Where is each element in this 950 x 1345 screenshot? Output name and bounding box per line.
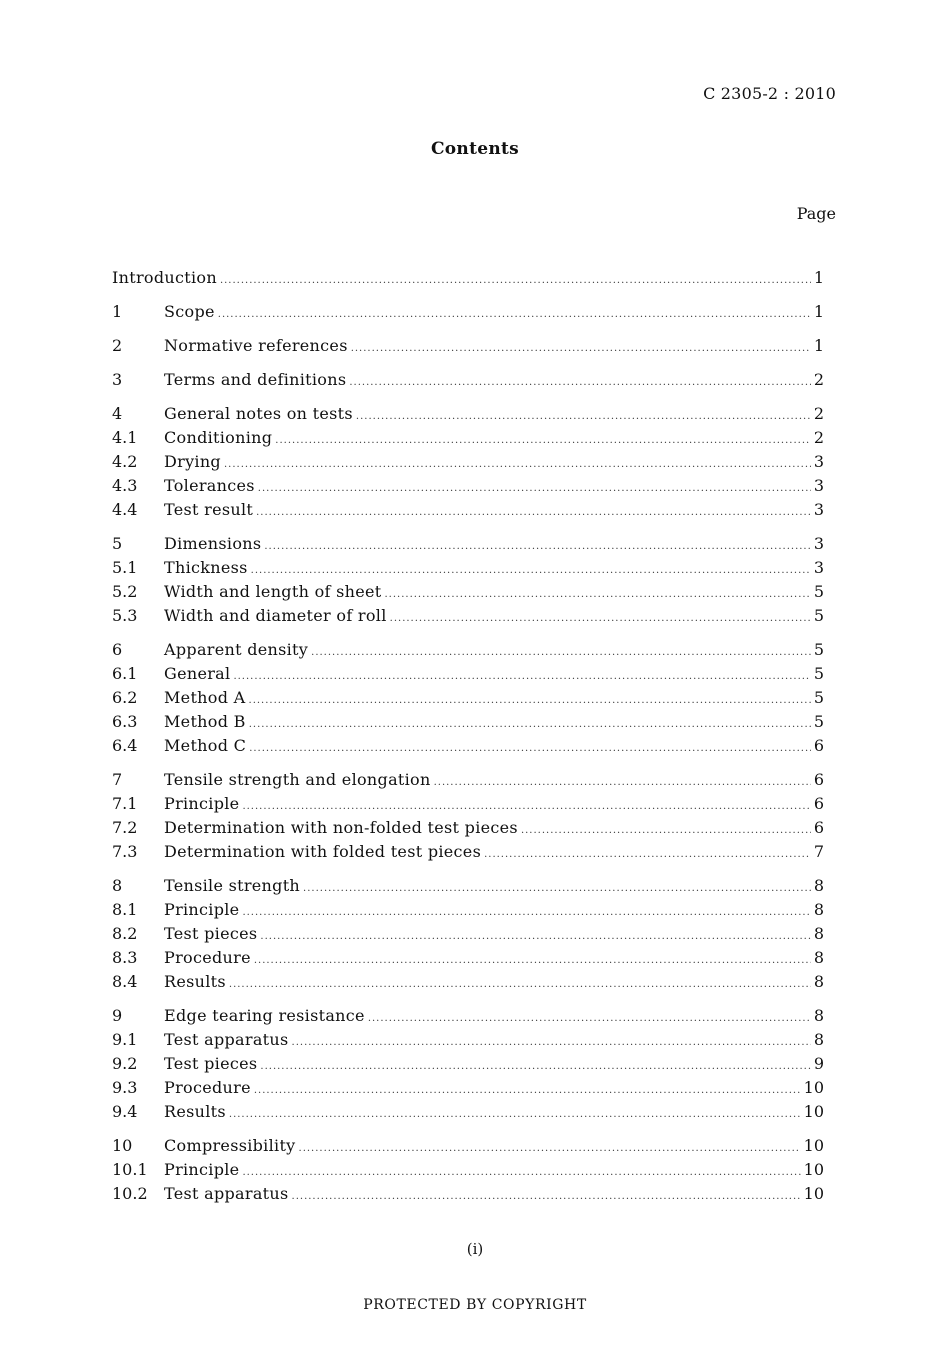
toc-entry-label: Conditioning xyxy=(164,428,273,447)
toc-entry-number: 9.2 xyxy=(112,1054,138,1073)
toc-entry-page: 5 xyxy=(813,688,824,707)
toc-entry[interactable] xyxy=(112,1052,824,1076)
toc-entry[interactable] xyxy=(112,898,824,922)
toc-dot-leader xyxy=(220,269,811,293)
toc-entry-number: 4.3 xyxy=(112,476,138,495)
toc-entry-page: 10 xyxy=(803,1102,824,1121)
toc-entry-label: Method C xyxy=(164,736,247,755)
toc-dot-leader xyxy=(351,337,811,361)
toc-entry-page: 8 xyxy=(813,972,824,991)
toc-entry[interactable] xyxy=(112,768,824,792)
toc-dot-leader xyxy=(254,1079,801,1103)
toc-entry-label: Width and diameter of roll xyxy=(164,606,387,625)
toc-entry[interactable] xyxy=(112,1134,824,1158)
toc-entry[interactable] xyxy=(112,922,824,946)
toc-entry-page: 6 xyxy=(813,736,824,755)
toc-entry-label: Tensile strength xyxy=(164,876,301,895)
toc-entry-number: 5.3 xyxy=(112,606,138,625)
toc-entry-page: 10 xyxy=(803,1160,824,1179)
toc-entry-label: Normative references xyxy=(164,336,348,355)
toc-entry-label: Tolerances xyxy=(164,476,255,495)
toc-entry[interactable] xyxy=(112,300,824,324)
toc-entry[interactable] xyxy=(112,334,824,358)
toc-entry-number: 5 xyxy=(112,534,123,553)
toc-dot-leader xyxy=(349,371,810,395)
toc-entry[interactable] xyxy=(112,840,824,864)
page-folio: (i) xyxy=(466,1240,484,1258)
copyright-notice: PROTECTED BY COPYRIGHT xyxy=(363,1297,587,1313)
toc-dot-leader xyxy=(249,713,811,737)
toc-dot-leader xyxy=(260,925,810,949)
toc-entry-number: 5.1 xyxy=(112,558,138,577)
toc-entry-number: 3 xyxy=(112,370,123,389)
toc-dot-leader xyxy=(275,429,811,453)
toc-entry-label: Results xyxy=(164,1102,226,1121)
toc-entry[interactable] xyxy=(112,450,824,474)
toc-entry-page: 7 xyxy=(813,842,824,861)
toc-dot-leader xyxy=(229,973,811,997)
toc-entry-page: 2 xyxy=(813,428,824,447)
toc-entry-page: 8 xyxy=(813,948,824,967)
toc-dot-leader xyxy=(249,689,811,713)
toc-entry[interactable] xyxy=(112,946,824,970)
toc-dot-leader xyxy=(249,737,811,761)
toc-entry-label: Width and length of sheet xyxy=(164,582,382,601)
toc-entry[interactable] xyxy=(112,686,824,710)
toc-entry-page: 5 xyxy=(813,640,824,659)
toc-entry-label: Dimensions xyxy=(164,534,262,553)
toc-entry-label: Thickness xyxy=(164,558,248,577)
toc-entry-label: Tensile strength and elongation xyxy=(164,770,431,789)
toc-dot-leader xyxy=(434,771,811,795)
toc-entry-page: 5 xyxy=(813,582,824,601)
toc-entry-page: 8 xyxy=(813,900,824,919)
toc-dot-leader xyxy=(292,1185,801,1209)
toc-entry-label: Determination with non-folded test pieces xyxy=(164,818,518,837)
toc-entry[interactable] xyxy=(112,874,824,898)
toc-entry-label: Test apparatus xyxy=(164,1184,289,1203)
toc-dot-leader xyxy=(229,1103,801,1127)
toc-entry-number: 7.2 xyxy=(112,818,138,837)
toc-dot-leader xyxy=(484,843,811,867)
toc-entry-label: Principle xyxy=(164,900,240,919)
toc-entry[interactable] xyxy=(112,734,824,758)
toc-entry-number: 8.3 xyxy=(112,948,138,967)
page-title: Contents xyxy=(430,139,520,159)
toc-entry[interactable] xyxy=(112,1100,824,1124)
toc-entry-number: 4.1 xyxy=(112,428,138,447)
toc-entry-label: Test pieces xyxy=(164,924,258,943)
toc-entry-number: 5.2 xyxy=(112,582,138,601)
toc-entry[interactable] xyxy=(112,532,824,556)
toc-dot-leader xyxy=(224,453,811,477)
toc-dot-leader xyxy=(292,1031,811,1055)
toc-entry-page: 3 xyxy=(813,534,824,553)
toc-entry-number: 7 xyxy=(112,770,123,789)
toc-entry-number: 6.4 xyxy=(112,736,138,755)
table-of-contents xyxy=(112,266,824,1206)
toc-entry-page: 6 xyxy=(813,794,824,813)
toc-dot-leader xyxy=(256,501,811,525)
toc-entry-label: Test apparatus xyxy=(164,1030,289,1049)
toc-entry-number: 4.2 xyxy=(112,452,138,471)
toc-entry-number: 1 xyxy=(112,302,123,321)
toc-entry-page: 2 xyxy=(813,404,824,423)
toc-dot-leader xyxy=(264,535,810,559)
toc-entry[interactable] xyxy=(112,970,824,994)
toc-entry-page: 10 xyxy=(803,1078,824,1097)
toc-dot-leader xyxy=(242,1161,800,1185)
toc-dot-leader xyxy=(368,1007,811,1031)
toc-entry-label: Compressibility xyxy=(164,1136,296,1155)
toc-entry-label: Procedure xyxy=(164,948,251,967)
toc-entry-number: 6.2 xyxy=(112,688,138,707)
toc-entry-number: 7.3 xyxy=(112,842,138,861)
toc-entry-label: Drying xyxy=(164,452,221,471)
toc-entry-label: Apparent density xyxy=(164,640,309,659)
toc-entry-label: Test result xyxy=(164,500,254,519)
toc-entry-page: 5 xyxy=(813,712,824,731)
toc-dot-leader xyxy=(385,583,811,607)
toc-dot-leader xyxy=(356,405,811,429)
toc-entry-page: 2 xyxy=(813,370,824,389)
toc-entry-page: 8 xyxy=(813,1030,824,1049)
toc-entry-number: 8.1 xyxy=(112,900,138,919)
toc-dot-leader xyxy=(260,1055,810,1079)
toc-dot-leader xyxy=(258,477,811,501)
toc-entry-number: 9.4 xyxy=(112,1102,138,1121)
toc-entry-label: Edge tearing resistance xyxy=(164,1006,365,1025)
toc-dot-leader xyxy=(242,901,810,925)
toc-entry-page: 1 xyxy=(813,336,824,355)
toc-entry[interactable] xyxy=(112,816,824,840)
toc-entry[interactable] xyxy=(112,474,824,498)
toc-entry-label: Results xyxy=(164,972,226,991)
toc-dot-leader xyxy=(521,819,811,843)
toc-entry[interactable] xyxy=(112,402,824,426)
toc-entry-number: 10.1 xyxy=(112,1160,148,1179)
toc-entry-number: 6.1 xyxy=(112,664,138,683)
toc-entry-number: 8 xyxy=(112,876,123,895)
toc-entry-page: 3 xyxy=(813,558,824,577)
toc-entry-page: 5 xyxy=(813,606,824,625)
toc-entry-number: 7.1 xyxy=(112,794,138,813)
toc-entry-page: 3 xyxy=(813,452,824,471)
toc-entry-number: 6.3 xyxy=(112,712,138,731)
toc-entry-page: 9 xyxy=(813,1054,824,1073)
toc-entry[interactable] xyxy=(112,662,824,686)
toc-entry-label: Principle xyxy=(164,794,240,813)
toc-entry-page: 10 xyxy=(803,1184,824,1203)
toc-dot-leader xyxy=(254,949,811,973)
toc-entry-page: 6 xyxy=(813,818,824,837)
toc-entry[interactable] xyxy=(112,792,824,816)
toc-entry[interactable] xyxy=(112,426,824,450)
toc-entry-number: 9.3 xyxy=(112,1078,138,1097)
toc-entry-label: Terms and definitions xyxy=(164,370,347,389)
toc-entry[interactable] xyxy=(112,1076,824,1100)
toc-entry-page: 3 xyxy=(813,476,824,495)
toc-entry[interactable] xyxy=(112,580,824,604)
toc-entry-label: Scope xyxy=(164,302,215,321)
toc-entry[interactable] xyxy=(112,638,824,662)
toc-entry-page: 1 xyxy=(813,302,824,321)
toc-entry-number: 8.2 xyxy=(112,924,138,943)
toc-entry-number: 9.1 xyxy=(112,1030,138,1049)
toc-dot-leader xyxy=(233,665,810,689)
toc-entry[interactable] xyxy=(112,1182,824,1206)
toc-entry[interactable] xyxy=(112,498,824,522)
toc-entry-label: Determination with folded test pieces xyxy=(164,842,482,861)
toc-entry-label: Method B xyxy=(164,712,246,731)
toc-entry-page: 5 xyxy=(813,664,824,683)
toc-entry-label: General xyxy=(164,664,231,683)
toc-entry-label: Method A xyxy=(164,688,246,707)
toc-entry-number: 10.2 xyxy=(112,1184,148,1203)
toc-entry-page: 8 xyxy=(813,924,824,943)
toc-dot-leader xyxy=(390,607,811,631)
toc-entry-label: Procedure xyxy=(164,1078,251,1097)
page-column-header: Page xyxy=(796,204,836,223)
toc-entry-number: 6 xyxy=(112,640,123,659)
toc-entry[interactable] xyxy=(112,604,824,628)
toc-entry[interactable] xyxy=(112,1158,824,1182)
toc-entry[interactable] xyxy=(112,266,824,290)
document-number: C 2305-2 : 2010 xyxy=(703,84,836,103)
toc-entry-page: 6 xyxy=(813,770,824,789)
toc-entry-number: 4 xyxy=(112,404,123,423)
toc-dot-leader xyxy=(311,641,811,665)
toc-entry-number: 10 xyxy=(112,1136,133,1155)
toc-entry-number: 4.4 xyxy=(112,500,138,519)
toc-dot-leader xyxy=(299,1137,801,1161)
toc-dot-leader xyxy=(303,877,811,901)
toc-entry-number: 2 xyxy=(112,336,123,355)
toc-entry-number: 8.4 xyxy=(112,972,138,991)
toc-entry[interactable] xyxy=(112,1028,824,1052)
toc-entry-page: 1 xyxy=(813,268,824,287)
toc-entry[interactable] xyxy=(112,368,824,392)
toc-entry-label: Principle xyxy=(164,1160,240,1179)
toc-entry-page: 8 xyxy=(813,1006,824,1025)
toc-entry-page: 10 xyxy=(803,1136,824,1155)
toc-entry-label: General notes on tests xyxy=(164,404,353,423)
toc-entry[interactable] xyxy=(112,556,824,580)
toc-entry[interactable] xyxy=(112,710,824,734)
toc-entry-page: 8 xyxy=(813,876,824,895)
toc-dot-leader xyxy=(218,303,811,327)
toc-entry-number: 9 xyxy=(112,1006,123,1025)
toc-entry-label: Introduction xyxy=(112,268,217,287)
toc-entry-page: 3 xyxy=(813,500,824,519)
toc-entry-label: Test pieces xyxy=(164,1054,258,1073)
toc-entry[interactable] xyxy=(112,1004,824,1028)
